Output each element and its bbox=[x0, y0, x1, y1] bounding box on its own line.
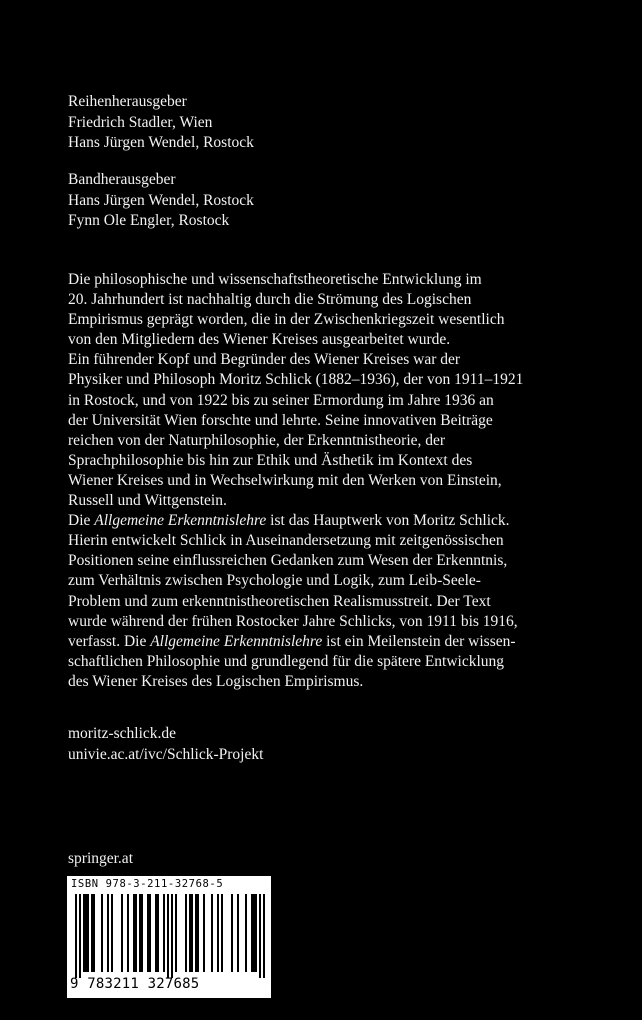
barcode-bar bbox=[175, 894, 177, 972]
barcode-bar bbox=[245, 894, 247, 972]
barcode-bar bbox=[157, 894, 159, 972]
series-editors bbox=[68, 92, 588, 154]
blurb-line: 20. Jahrhundert ist nachhaltig durch die Strömung des Logischen bbox=[68, 291, 472, 309]
barcode-bar bbox=[121, 894, 123, 972]
barcode-bar bbox=[197, 894, 199, 972]
barcode-bar bbox=[133, 894, 135, 972]
publisher-url bbox=[68, 849, 588, 870]
barcode-bar bbox=[171, 894, 173, 978]
isbn-barcode bbox=[67, 876, 271, 998]
barcode-bar bbox=[237, 894, 239, 972]
barcode-bar bbox=[87, 894, 89, 972]
barcode-bar bbox=[231, 894, 233, 972]
blurb-line: Sprachphilosophie bis hin zur Ethik und Ästhetik im Kontext des bbox=[68, 451, 473, 469]
blurb-line bbox=[68, 632, 588, 652]
link-springer[interactable]: springer.at bbox=[68, 850, 133, 867]
barcode-bar bbox=[83, 894, 85, 972]
blurb-line: Empirismus geprägt worden, die in der Zwischenkriegszeit wesentlich bbox=[68, 311, 505, 329]
barcode-bar bbox=[163, 894, 165, 972]
barcode-bar bbox=[147, 894, 149, 972]
series-editor-line: Hans Jürgen Wendel, Rostock bbox=[68, 134, 254, 152]
barcode-bar bbox=[155, 894, 157, 972]
series-editor-line: Friedrich Stadler, Wien bbox=[68, 113, 213, 131]
barcode-icon bbox=[67, 892, 271, 980]
barcode-bar bbox=[127, 894, 129, 972]
blurb-line: zum Verhältnis zwischen Psychologie und Logik, zum Leib-Seele- bbox=[68, 572, 481, 590]
barcode-bar bbox=[79, 894, 81, 978]
ean-digits: 9 783211 327685 bbox=[70, 976, 200, 992]
blurb-line: Ein führender Kopf und Begründer des Wiener Kreises war der bbox=[68, 351, 461, 369]
blurb-line: Russell und Wittgenstein. bbox=[68, 492, 227, 510]
barcode-bar bbox=[191, 894, 193, 972]
blurb-line: Physiker und Philosoph Moritz Schlick (1882–1936), der von 1911–1921 bbox=[68, 371, 524, 389]
blurb-text-run: ist ein Meilenstein der wissen- bbox=[322, 632, 516, 650]
blurb-line: Problem und zum erkenntnistheoretischen Realismusstreit. Der Text bbox=[68, 592, 491, 610]
barcode-bar bbox=[111, 894, 113, 972]
blurb-line: von den Mitgliedern des Wiener Kreises ausgearbeitet wurde. bbox=[68, 331, 451, 349]
barcode-bar bbox=[255, 894, 257, 972]
blurb-line: Hierin entwickelt Schlick in Auseinandersetzung mit zeitgenössischen bbox=[68, 532, 504, 550]
barcode-bar bbox=[185, 894, 187, 972]
barcode-bar bbox=[251, 894, 253, 972]
blurb-text-run: ist das Hauptwerk von Moritz Schlick. bbox=[266, 512, 510, 530]
blurb-line: in Rostock, und von 1922 bis zu seiner Ermordung im Jahre 1936 an bbox=[68, 391, 494, 409]
barcode-bar bbox=[203, 894, 205, 972]
series-editors-heading: Reihenherausgeber bbox=[68, 93, 187, 110]
book-title-italic: Allgemeine Erkenntnislehre bbox=[150, 632, 323, 650]
barcode-bar bbox=[101, 894, 103, 972]
link-schlick-projekt[interactable]: univie.ac.at/ivc/Schlick-Projekt bbox=[68, 745, 264, 763]
blurb-text-run: verfasst. Die bbox=[68, 632, 151, 650]
barcode-bar bbox=[91, 894, 93, 972]
barcode-bar bbox=[135, 894, 137, 972]
barcode-bar bbox=[75, 894, 77, 978]
barcode-bar bbox=[167, 894, 169, 978]
book-title-italic: Allgemeine Erkenntnislehre bbox=[94, 512, 267, 530]
blurb-line: Wiener Kreises und in Wechselwirkung mit den Werken von Einstein, bbox=[68, 471, 502, 489]
volume-editors-heading: Bandherausgeber bbox=[68, 171, 176, 188]
barcode-bar bbox=[93, 894, 95, 972]
blurb-line: des Wiener Kreises des Logischen Empirismus. bbox=[68, 672, 364, 690]
blurb-line: schaftlichen Philosophie und grundlegend für die spätere Entwicklung bbox=[68, 652, 505, 670]
blurb-line: der Universität Wien forschte und lehrte. Seine innovativen Beiträge bbox=[68, 411, 493, 429]
barcode-bar bbox=[141, 894, 143, 972]
blurb-text-run: Die bbox=[68, 512, 95, 530]
barcode-bar bbox=[107, 894, 109, 972]
blurb-line: Die philosophische und wissenschaftstheoretische Entwicklung im bbox=[68, 271, 482, 288]
volume-editors bbox=[68, 170, 588, 232]
barcode-bar bbox=[263, 894, 265, 978]
barcode-bar bbox=[195, 894, 197, 972]
barcode-bar bbox=[221, 894, 223, 972]
barcode-bar bbox=[139, 894, 141, 972]
link-moritz-schlick[interactable]: moritz-schlick.de bbox=[68, 725, 177, 742]
isbn-label: ISBN 978-3-211-32768-5 bbox=[71, 878, 224, 890]
blurb-line: Positionen seine einflussreichen Gedanken zum Wesen der Erkenntnis, bbox=[68, 552, 508, 570]
barcode-bar bbox=[259, 894, 261, 978]
blurb-text bbox=[68, 270, 588, 692]
blurb-line: reichen von der Naturphilosophie, der Erkenntnistheorie, der bbox=[68, 431, 446, 449]
barcode-bar bbox=[149, 894, 151, 972]
barcode-bar bbox=[211, 894, 213, 972]
web-links bbox=[68, 724, 588, 765]
volume-editor-line: Hans Jürgen Wendel, Rostock bbox=[68, 191, 254, 209]
barcode-bar bbox=[85, 894, 87, 972]
blurb-line bbox=[68, 511, 588, 531]
barcode-bar bbox=[253, 894, 255, 972]
barcode-bar bbox=[189, 894, 191, 972]
barcode-bar bbox=[217, 894, 219, 972]
volume-editor-line: Fynn Ole Engler, Rostock bbox=[68, 212, 230, 230]
blurb-line: wurde während der frühen Rostocker Jahre Schlicks, von 1911 bis 1916, bbox=[68, 612, 518, 630]
